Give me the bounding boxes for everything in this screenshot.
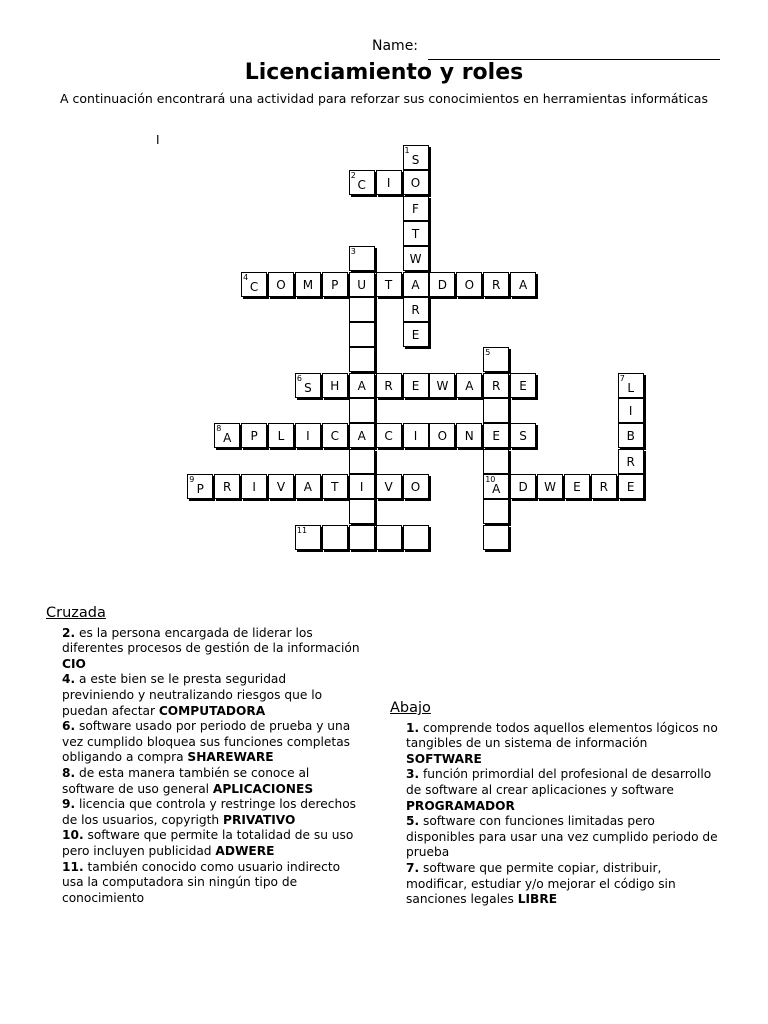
crossword-cell[interactable] [483,499,509,524]
crossword-cell[interactable] [214,423,240,448]
crossword-cell[interactable] [618,398,644,423]
cell-letter: W [409,252,422,267]
crossword-cell[interactable] [349,347,375,372]
crossword-cell[interactable] [483,347,509,372]
crossword-cell[interactable] [403,525,429,550]
crossword-cell[interactable] [429,272,455,297]
cell-letter: T [384,277,393,292]
cell-number: 4 [243,272,249,282]
crossword-cell[interactable] [429,423,455,448]
cell-letter: C [249,279,259,294]
crossword-cell[interactable] [483,398,509,423]
cell-letter: P [331,277,339,292]
cell-letter: V [384,479,393,494]
crossword-cell[interactable] [376,170,402,195]
crossword-cell[interactable] [510,423,536,448]
crossword-cell[interactable] [349,272,375,297]
crossword-cell[interactable] [349,297,375,322]
cell-letter: C [330,429,339,444]
down-heading: Abajo [390,700,431,716]
cell-letter: A [223,431,232,446]
crossword-cell[interactable] [349,423,375,448]
crossword-cell[interactable] [322,525,348,550]
cell-letter: U [357,277,367,292]
cell-letter: A [411,277,420,292]
crossword-cell[interactable] [483,449,509,474]
clue-text: software con funciones limitadas pero disponibles para usar una vez cumplido periodo de prueba [406,814,718,860]
cell-letter: P [250,429,258,444]
across-heading: Cruzada [46,605,106,621]
crossword-cell[interactable] [295,423,321,448]
cell-number: 11 [296,525,308,535]
crossword-cell[interactable] [376,272,402,297]
cell-number: 5 [485,348,491,358]
cell-letter: S [304,380,312,395]
crossword-cell[interactable] [268,272,294,297]
across-clues [46,605,362,906]
crossword-cell[interactable] [564,474,590,499]
cell-letter: W [544,479,556,494]
crossword-cell[interactable] [295,474,321,499]
page-title: Licenciamiento y roles [244,60,524,85]
crossword-cell[interactable] [618,373,644,398]
crossword-cell[interactable] [456,373,482,398]
cell-letter: T [331,479,339,494]
cell-number: 8 [216,424,222,434]
clue-number: 2. [62,625,76,640]
clue-text: software que permite copiar, distribuir, modificar, estudiar y/o mejorar el código sin sanciones legales [406,860,676,907]
crossword-cell[interactable] [376,525,402,550]
cell-letter: A [303,479,312,494]
crossword-cell[interactable] [322,272,348,297]
crossword-cell[interactable] [510,474,536,499]
clue-answer: APLICACIONES [212,781,314,796]
cell-letter: C [357,178,366,193]
clue-text: a este bien se le presta seguridad previniendo y neutralizando riesgos que lo puedan afectar [62,672,323,718]
crossword-cell[interactable] [349,246,375,271]
cell-letter: R [384,378,393,393]
clue-answer: ADWERE [215,843,275,858]
clue-answer: LIBRE [517,892,558,907]
crossword-cell[interactable] [214,474,240,499]
cell-letter: I [413,429,418,444]
clue-item [62,860,362,907]
clue-answer: PRIVATIVO [223,812,296,827]
clue-text: también conocido como usuario indirecto usa la computadora sin ningún tipo de conocimiento [62,859,341,905]
crossword-cell[interactable] [483,373,509,398]
clue-item [62,626,362,673]
crossword-cell[interactable] [241,272,267,297]
cell-letter: A [492,481,501,496]
crossword-cell[interactable] [403,373,429,398]
cell-letter: F [412,201,419,216]
cell-number: 1 [404,146,410,155]
cell-letter: I [252,479,256,494]
cell-letter: P [196,481,204,496]
clue-item [406,721,718,768]
cell-letter: A [465,378,474,393]
clue-answer: COMPUTADORA [158,703,266,718]
crossword-cell[interactable] [403,272,429,297]
crossword-cell[interactable] [349,398,375,423]
crossword-cell[interactable] [403,145,429,170]
crossword-cell[interactable] [456,272,482,297]
clue-number: 8. [62,765,76,780]
crossword-cell[interactable] [268,474,294,499]
crossword-cell[interactable] [510,373,536,398]
crossword-cell[interactable] [403,297,429,322]
crossword-cell[interactable] [295,373,321,398]
crossword-cell[interactable] [268,423,294,448]
crossword-cell[interactable] [349,373,375,398]
crossword-cell[interactable] [349,474,375,499]
clue-item [62,719,362,766]
clue-number: 9. [62,797,76,812]
cell-letter: W [436,378,449,393]
clue-number: 11. [62,859,84,874]
crossword-cell[interactable] [349,170,375,195]
crossword-cell[interactable] [349,322,375,347]
crossword-cell[interactable] [618,423,644,448]
cell-letter: B [626,429,635,444]
clue-text: es la persona encargada de liderar los diferentes procesos de gestión de la información [62,625,360,656]
cell-number: 6 [296,373,302,383]
cell-letter: C [384,429,393,444]
crossword-cell[interactable] [403,170,429,195]
cell-letter: S [411,153,420,167]
cell-letter: D [518,479,528,494]
cell-letter: R [411,302,420,317]
cell-number: 3 [350,247,356,257]
clue-number: 5. [406,814,420,829]
crossword-cell[interactable] [510,272,536,297]
crossword-cell[interactable] [591,474,617,499]
crossword-cell[interactable] [456,423,482,448]
crossword-cell[interactable] [403,322,429,347]
crossword-cell[interactable] [349,525,375,550]
down-clue-list [406,721,718,908]
crossword-cell[interactable] [322,373,348,398]
cell-letter: E [411,378,420,393]
clue-text: software que permite la totalidad de su uso pero incluyen publicidad [62,828,354,858]
crossword-cell[interactable] [376,373,402,398]
cell-letter: O [410,479,421,494]
clue-answer: SOFTWARE [406,751,482,766]
cell-letter: I [386,176,391,191]
cell-letter: R [599,479,608,494]
page-subtitle: A continuación encontrará una actividad para reforzar sus conocimientos en herramientas informáticas [60,91,708,106]
cell-letter: O [437,429,448,444]
crossword-cell[interactable] [349,449,375,474]
cell-letter: R [626,454,635,469]
crossword-cell[interactable] [403,196,429,221]
clue-answer: CIO [62,656,86,671]
clue-number: 3. [406,767,420,782]
cell-letter: H [330,378,340,393]
crossword-cell[interactable] [429,373,455,398]
crossword-cell[interactable] [403,221,429,246]
cell-letter: O [464,277,475,292]
down-clues [390,700,718,908]
cell-letter: T [411,226,420,241]
clue-text: comprende todos aquellos elementos lógicos no tangibles de un sistema de información [406,720,718,751]
clue-text: función primordial del profesional de desarrollo de software al crear aplicaciones y software [406,767,712,797]
crossword-cell[interactable] [483,272,509,297]
crossword-cell[interactable] [403,423,429,448]
crossword-cell[interactable] [295,525,321,550]
cell-letter: I [359,479,364,494]
clue-text: licencia que controla y restringe los derechos de los usuarios, copyrigth [62,797,357,827]
cell-letter: D [437,277,448,292]
cell-number: 10 [485,474,496,484]
cell-letter: A [357,378,366,393]
cell-letter: I [628,404,633,418]
crossword-cell[interactable] [483,474,509,499]
cell-letter: I [306,429,310,444]
crossword-cell[interactable] [349,499,375,524]
cell-number: 9 [189,474,195,484]
cell-letter: V [276,479,286,494]
cell-letter: O [410,176,421,191]
cell-letter: R [492,378,501,393]
cell-letter: S [519,429,527,444]
clue-number: 1. [406,720,420,735]
cell-letter: L [627,380,635,395]
crossword-cell[interactable] [241,474,267,499]
clue-number: 6. [62,719,76,734]
cell-letter: A [518,277,528,292]
clue-number: 7. [406,860,420,875]
clue-number: 10. [62,828,84,843]
cell-letter: A [357,429,366,444]
clue-text: software usado por periodo de prueba y una vez cumplido bloquea sus funciones completas obligando a compra [62,719,351,765]
crossword-cell[interactable] [618,474,644,499]
cell-letter: E [573,479,581,494]
crossword-cell[interactable] [322,423,348,448]
crossword-cell[interactable] [376,423,402,448]
cell-letter: O [276,277,286,292]
clue-item [406,814,718,861]
crossword-cell[interactable] [295,272,321,297]
crossword-cell[interactable] [618,449,644,474]
crossword-cell[interactable] [322,474,348,499]
cell-letter: E [519,378,527,393]
cell-letter: N [464,429,474,444]
cell-letter: E [411,328,420,343]
clue-item [62,672,362,719]
clue-item [62,797,362,828]
cell-letter: L [277,429,285,444]
clue-item [62,766,362,797]
clue-item [406,767,718,814]
crossword-cell[interactable] [537,474,563,499]
cell-letter: E [492,429,500,444]
clue-item [406,861,718,908]
cell-letter: R [223,479,232,494]
crossword-cell[interactable] [241,423,267,448]
crossword-cell[interactable] [187,474,213,499]
cell-number: 7 [619,373,625,383]
clue-answer: SHAREWARE [187,750,274,765]
clue-answer: PROGRAMADOR [406,798,515,813]
crossword-cell[interactable] [403,246,429,271]
clue-item [62,828,362,859]
stray-mark: I [156,133,160,147]
crossword-cell[interactable] [483,423,509,448]
name-label: Name: [372,38,419,54]
cell-letter: M [302,277,314,292]
crossword-cell[interactable] [376,474,402,499]
crossword-cell[interactable] [403,474,429,499]
cell-letter: E [626,479,635,494]
clue-text: de esta manera también se conoce al software de uso general [62,765,310,796]
cell-letter: R [492,277,501,292]
clue-number: 4. [62,672,76,687]
across-clue-list [62,626,362,907]
cell-number: 2 [350,171,356,181]
crossword-cell[interactable] [483,525,509,550]
